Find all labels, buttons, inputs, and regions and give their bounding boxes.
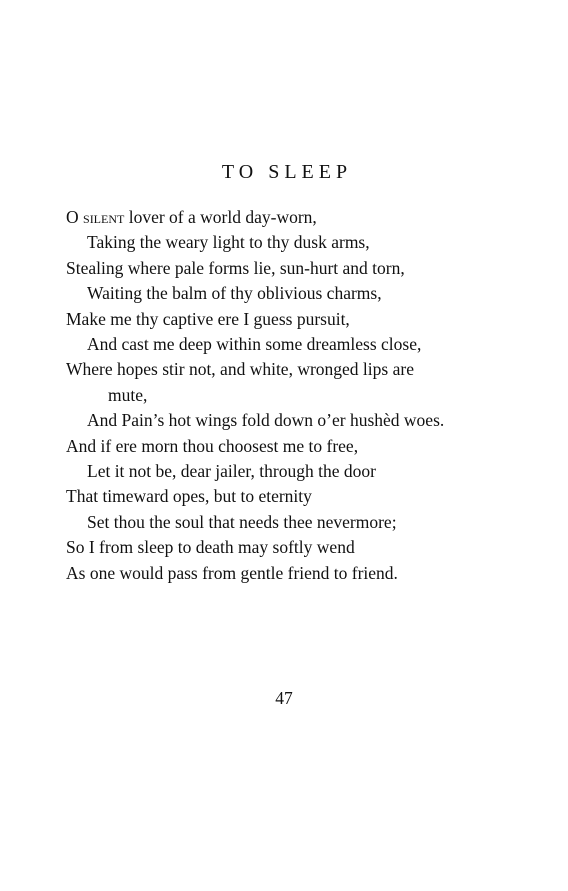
poem-line: And cast me deep within some dreamless close, (87, 334, 422, 355)
poem-line (66, 205, 536, 230)
poem-line: Set thou the soul that needs thee nevermore; (87, 511, 397, 532)
poem-line: Make me thy captive ere I guess pursuit, (66, 308, 350, 329)
poem-line: Let it not be, dear jailer, through the door (87, 461, 376, 482)
poem-line-continuation: mute, (108, 384, 148, 405)
page-number: 47 (275, 688, 293, 708)
poem-line: Stealing where pale forms lie, sun-hurt and torn, (66, 257, 405, 278)
poem-line-text: lover of a world day-worn, (124, 207, 317, 227)
poem-line: And if ere morn thou choosest me to free, (66, 435, 359, 456)
poem-line: And Pain’s hot wings fold down o’er hushèd woes. (87, 410, 445, 431)
poem-line: As one would pass from gentle friend to friend. (66, 562, 398, 583)
poem-line: Taking the weary light to thy dusk arms, (87, 232, 370, 253)
poem-body (66, 205, 536, 586)
poem-line-lead-word: silent (83, 207, 125, 227)
poem-line: Waiting the balm of thy oblivious charms, (87, 283, 382, 304)
poem-line: Where hopes stir not, and white, wronged lips are (66, 359, 414, 380)
poem-line: So I from sleep to death may softly wend (66, 537, 355, 558)
poem-title: TO SLEEP (221, 161, 353, 183)
poem-line-initial: O (66, 207, 84, 227)
poem-line: That timeward opes, but to eternity (66, 486, 312, 507)
